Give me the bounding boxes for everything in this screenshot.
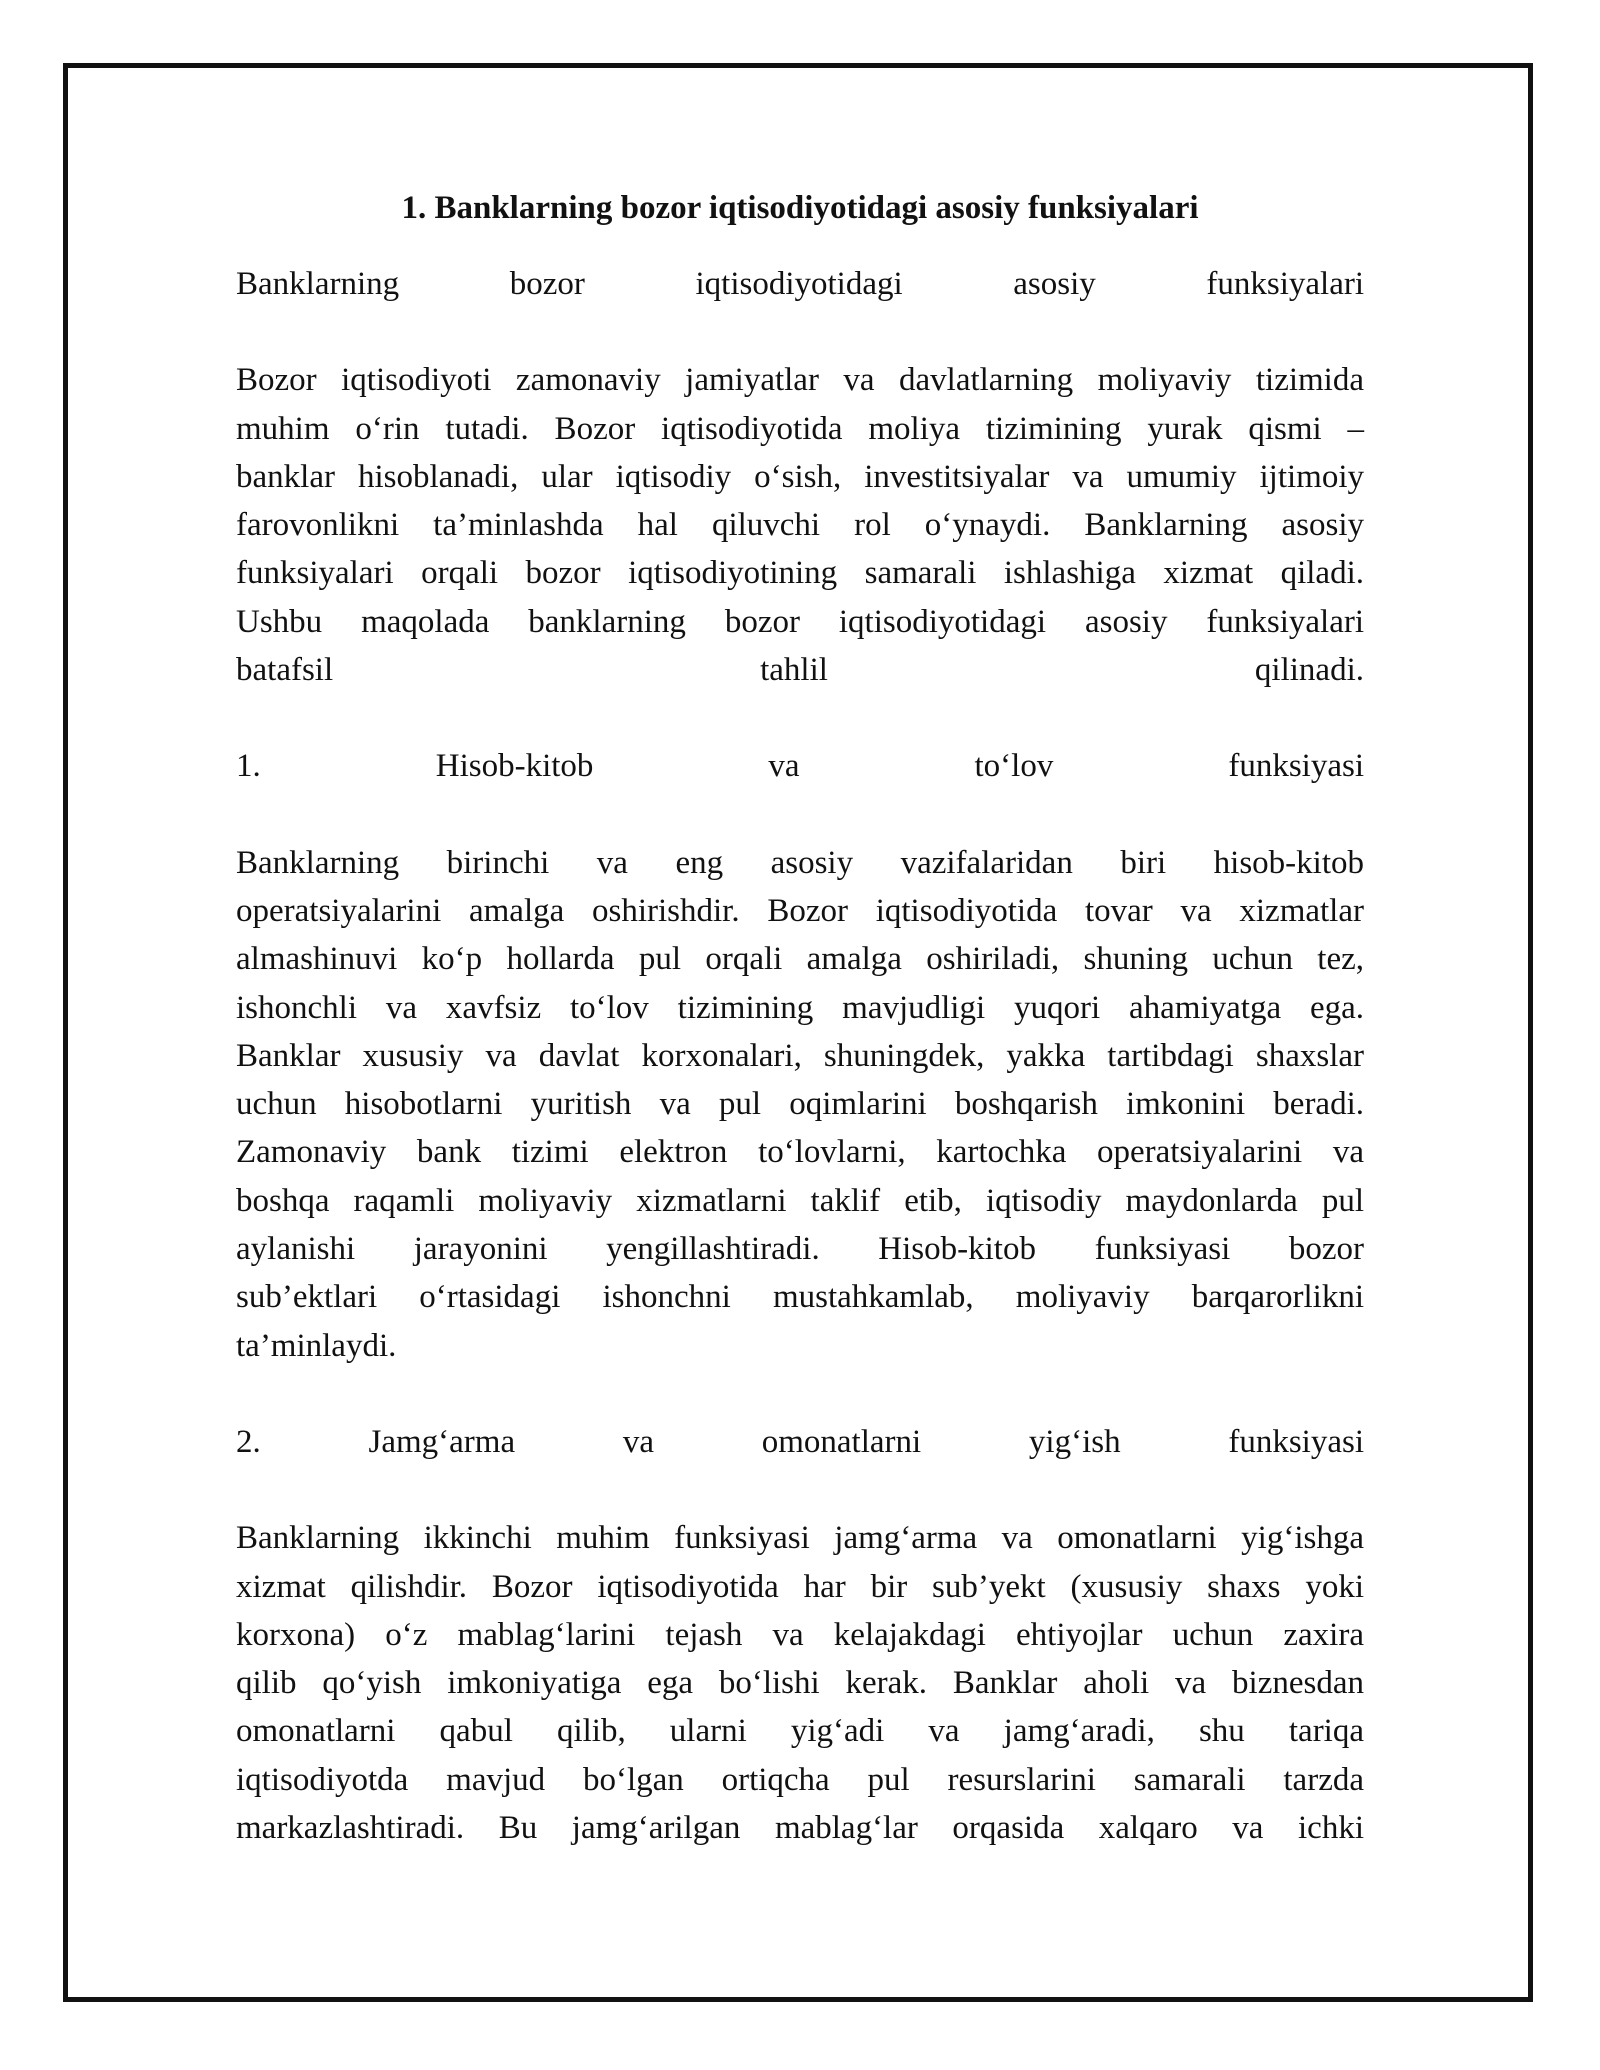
text-line: Bozor iqtisodiyoti zamonaviy jamiyatlar va davlatlarning moliyaviy tizimida xyxy=(236,362,1364,399)
text-line: Banklarning birinchi va eng asosiy vazifalaridan biri hisob-kitob xyxy=(236,844,1364,881)
text-line: batafsil tahlil qilinadi. xyxy=(236,652,1364,689)
section1-heading: 1. Hisob-kitob va to‘lov funksiyasi xyxy=(236,748,1364,785)
text-line: funksiyalari orqali bozor iqtisodiyotining samarali ishlashiga xizmat qiladi. xyxy=(236,555,1364,592)
text-line: markazlashtiradi. Bu jamg‘arilgan mablag‘lar orqasida xalqaro va ichki xyxy=(236,1810,1364,1847)
text-line: ishonchli va xavfsiz to‘lov tizimining mavjudligi yuqori ahamiyatga ega. xyxy=(236,989,1364,1026)
intro-paragraph xyxy=(236,356,1364,694)
document-body xyxy=(236,184,1364,1852)
text-line: Ushbu maqolada banklarning bozor iqtisodiyotidagi asosiy funksiyalari xyxy=(236,603,1364,640)
section1-heading-paragraph xyxy=(236,742,1364,790)
text-line: Banklar xususiy va davlat korxonalari, shuningdek, yakka tartibdagi shaxslar xyxy=(236,1037,1364,1074)
text-line: xizmat qilishdir. Bozor iqtisodiyotida har bir sub’yekt (xususiy shaxs yoki xyxy=(236,1568,1364,1605)
text-line: qilib qo‘yish imkoniyatiga ega bo‘lishi kerak. Banklar aholi va biznesdan xyxy=(236,1665,1364,1702)
text-line: muhim o‘rin tutadi. Bozor iqtisodiyotida moliya tizimining yurak qismi – xyxy=(236,410,1364,447)
text-line: ta’minlaydi. xyxy=(236,1327,397,1364)
section2-heading: 2. Jamg‘arma va omonatlarni yig‘ish funksiyasi xyxy=(236,1423,1364,1460)
section1-paragraph xyxy=(236,839,1364,1370)
text-line: iqtisodiyotda mavjud bo‘lgan ortiqcha pul resurslarini samarali tarzda xyxy=(236,1761,1364,1798)
text-line: omonatlarni qabul qilib, ularni yig‘adi va jamg‘aradi, shu tariqa xyxy=(236,1713,1364,1750)
text-line: korxona) o‘z mablag‘larini tejash va kelajakdagi ehtiyojlar uchun zaxira xyxy=(236,1616,1364,1653)
text-line: banklar hisoblanadi, ular iqtisodiy o‘sish, investitsiyalar va umumiy ijtimoiy xyxy=(236,458,1364,495)
section2-paragraph xyxy=(236,1514,1364,1852)
text-line: boshqa raqamli moliyaviy xizmatlarni taklif etib, iqtisodiy maydonlarda pul xyxy=(236,1182,1364,1219)
text-line: farovonlikni ta’minlashda hal qiluvchi rol o‘ynaydi. Banklarning asosiy xyxy=(236,507,1364,544)
section2-heading-paragraph xyxy=(236,1418,1364,1466)
text-line: uchun hisobotlarni yuritish va pul oqimlarini boshqarish imkonini beradi. xyxy=(236,1086,1364,1123)
text-line: sub’ektlari o‘rtasidagi ishonchni mustahkamlab, moliyaviy barqarorlikni xyxy=(236,1279,1364,1316)
text-line: operatsiyalarini amalga oshirishdir. Bozor iqtisodiyotida tovar va xizmatlar xyxy=(236,892,1364,929)
document-title: 1. Banklarning bozor iqtisodiyotidagi asosiy funksiyalari xyxy=(401,190,1199,226)
subtitle-paragraph xyxy=(236,260,1364,308)
text-line: Banklarning ikkinchi muhim funksiyasi jamg‘arma va omonatlarni yig‘ishga xyxy=(236,1520,1364,1557)
text-line: aylanishi jarayonini yengillashtiradi. Hisob-kitob funksiyasi bozor xyxy=(236,1231,1364,1268)
subtitle-line: Banklarning bozor iqtisodiyotidagi asosiy funksiyalari xyxy=(236,266,1364,302)
text-line: Zamonaviy bank tizimi elektron to‘lovlarni, kartochka operatsiyalarini va xyxy=(236,1134,1364,1171)
text-line: almashinuvi ko‘p hollarda pul orqali amalga oshiriladi, shuning uchun tez, xyxy=(236,941,1364,978)
